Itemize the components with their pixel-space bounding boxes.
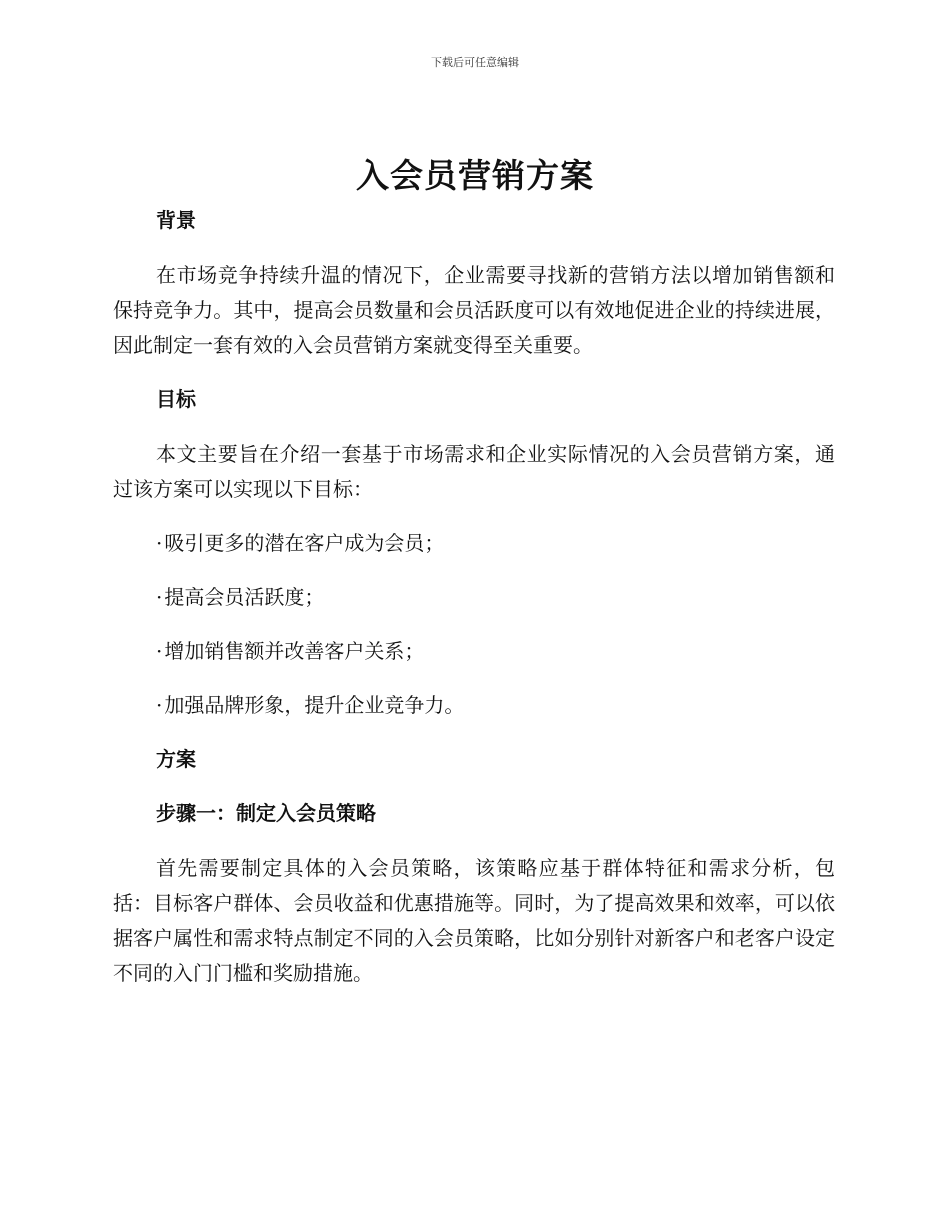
bullet-icon: ·: [156, 585, 163, 609]
goals-paragraph: 本文主要旨在介绍一套基于市场需求和企业实际情况的入会员营销方案，通过该方案可以实现以下目标：: [113, 442, 835, 501]
step-one-paragraph: 首先需要制定具体的入会员策略，该策略应基于群体特征和需求分析，包括：目标客户群体、会员收益和优惠措施等。同时，为了提高效果和效率，可以依据客户属性和需求特点制定不同的入会员策略，比如分别针对新客户和老客户设定不同的入门门槛和奖励措施。: [113, 856, 835, 985]
page-header-note: 下载后可任意编辑: [431, 56, 519, 69]
goal-list-item: [113, 689, 835, 721]
bullet-icon: ·: [156, 531, 163, 555]
section-heading-goals: 目标: [156, 387, 196, 411]
document-body: [113, 204, 835, 1011]
bullet-icon: ·: [156, 639, 163, 663]
goal-item-text: 增加销售额并改善客户关系；: [164, 639, 425, 663]
goal-item-text: 提高会员活跃度；: [164, 585, 325, 609]
goal-item-text: 加强品牌形象，提升企业竞争力。: [164, 693, 465, 717]
step-one-heading: 步骤一：制定入会员策略: [156, 801, 376, 825]
section-heading-background: 背景: [156, 208, 196, 232]
goal-item-text: 吸引更多的潜在客户成为会员；: [164, 531, 445, 555]
document-title: 入会员营销方案: [356, 156, 594, 195]
goal-list-item: [113, 581, 835, 613]
goal-list-item: [113, 527, 835, 559]
bullet-icon: ·: [156, 693, 163, 717]
goal-list-item: [113, 635, 835, 667]
background-paragraph: 在市场竞争持续升温的情况下，企业需要寻找新的营销方法以增加销售额和保持竞争力。其中，提高会员数量和会员活跃度可以有效地促进企业的持续进展，因此制定一套有效的入会员营销方案就变得至关重要。: [113, 263, 835, 357]
section-heading-plan: 方案: [156, 747, 196, 771]
